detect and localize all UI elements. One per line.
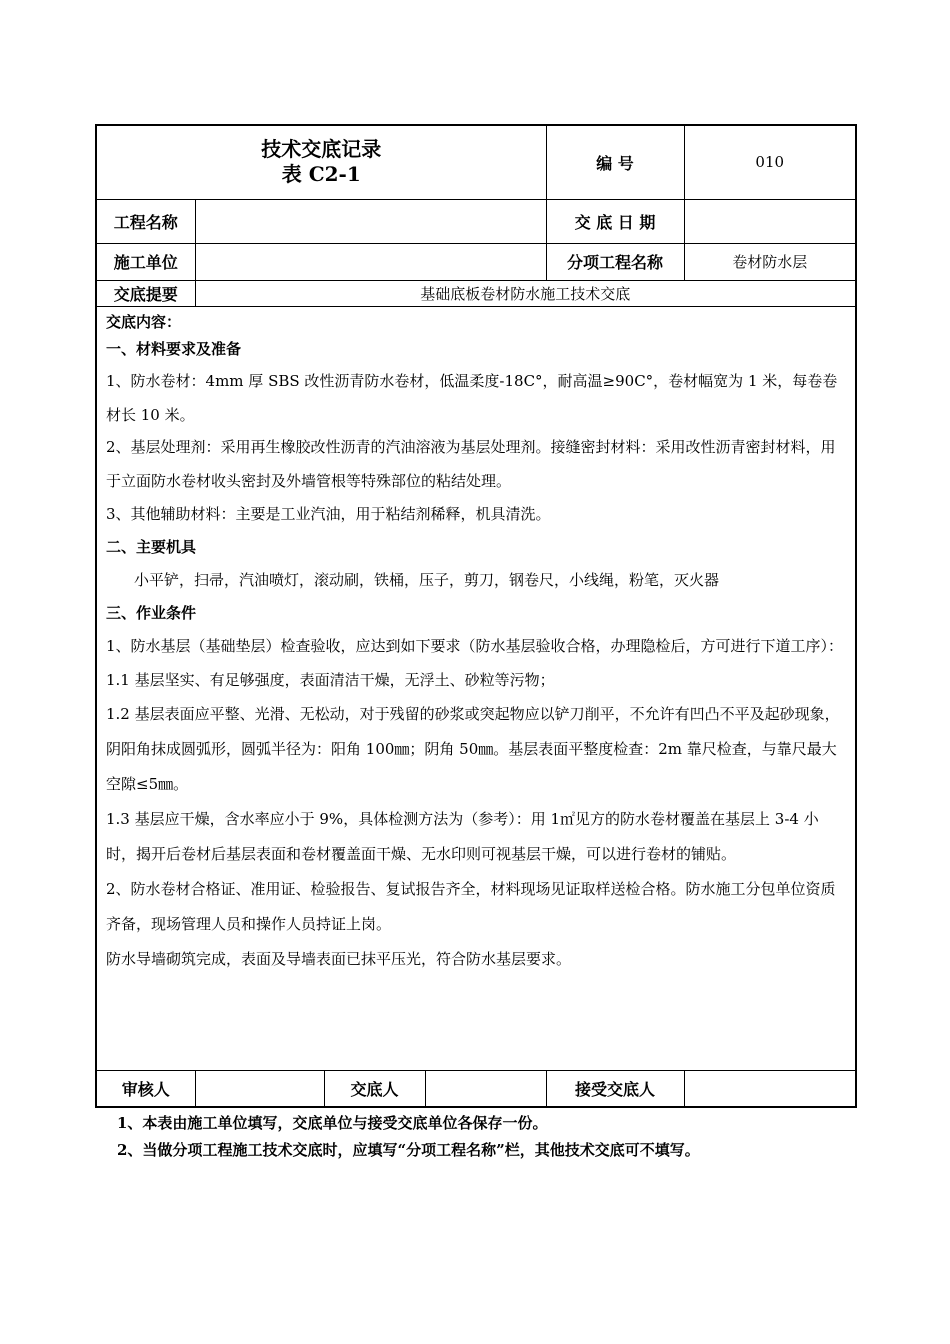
- summary-row: [96, 280, 856, 306]
- section-3-item-1-2: 1.2 基层表面应平整、光滑、无松动，对于残留的砂浆或突起物应以铲刀削平，不允许有凹凸不平及起砂现象，阴阳角抹成圆弧形，圆弧半径为：阳角 100㎜；阴角 50㎜。基层表面平整度检查：2m 靠尺检查，与靠尺最大空隙≤5㎜。: [106, 704, 840, 793]
- footnote-1: 1、本表由施工单位填写，交底单位与接受交底单位各保存一份。: [117, 1114, 548, 1132]
- summary-value[interactable]: 基础底板卷材防水施工技术交底: [195, 280, 856, 306]
- sub-project-value[interactable]: 卷材防水层: [684, 243, 856, 280]
- receiver-field[interactable]: [684, 1070, 856, 1107]
- content-cell: [96, 306, 856, 1070]
- section-3-note: 防水导墙砌筑完成，表面及导墙表面已抹平压光，符合防水基层要求。: [106, 949, 572, 968]
- presenter-label: 交底人: [324, 1070, 425, 1107]
- section-3-item-1: 1、防水基层（基础垫层）检查验收，应达到如下要求（防水基层验收合格，办理隐检后，方可进行下道工序）：: [106, 636, 844, 655]
- content-row: [96, 306, 856, 1070]
- project-row: [96, 199, 856, 243]
- title-cell: [96, 125, 546, 199]
- section-1-item-2: 2、基层处理剂：采用再生橡胶改性沥青的汽油溶液为基层处理剂。接缝密封材料：采用改性沥青密封材料，用于立面防水卷材收头密封及外墙管根等特殊部位的粘结处理。: [106, 437, 836, 490]
- sub-project-label: 分项工程名称: [546, 243, 684, 280]
- technical-briefing-form: [95, 124, 855, 1164]
- project-name-label: 工程名称: [96, 199, 195, 243]
- section-1-item-1: 1、防水卷材：4mm 厚 SBS 改性沥青防水卷材，低温柔度-18C°，耐高温≥90C°，卷材幅宽为 1 米，每卷卷材长 10 米。: [106, 371, 838, 424]
- section-3-item-1-1: 1.1 基层坚实、有足够强度，表面清洁干燥，无浮土、砂粒等污物；: [106, 670, 555, 689]
- section-2-item-1: 小平铲，扫帚，汽油喷灯，滚动刷，铁桶，压子，剪刀，钢卷尺，小线绳，粉笔，灭火器: [134, 570, 720, 589]
- project-name-field[interactable]: [195, 199, 546, 243]
- presenter-field[interactable]: [425, 1070, 546, 1107]
- receiver-label: 接受交底人: [546, 1070, 684, 1107]
- form-title: 技术交底记录: [261, 137, 382, 162]
- reviewer-label: 审核人: [96, 1070, 195, 1107]
- reviewer-field[interactable]: [195, 1070, 324, 1107]
- section-1-title: 一、材料要求及准备: [106, 339, 242, 358]
- number-value[interactable]: 010: [684, 125, 856, 199]
- content-label: 交底内容：: [106, 312, 182, 331]
- signature-row: [96, 1070, 856, 1107]
- form-table: [95, 124, 857, 1108]
- section-3-item-1-3: 1.3 基层应干燥，含水率应小于 9%，具体检测方法为（参考）：用 1㎡见方的防水卷材覆盖在基层上 3-4 小时，揭开后卷材后基层表面和卷材覆盖面干燥、无水印则可视基层干燥，可以进行卷材的铺贴。: [106, 809, 819, 863]
- section-3-title: 三、作业条件: [106, 603, 197, 622]
- section-2-title: 二、主要机具: [106, 537, 197, 556]
- number-label: 编 号: [546, 125, 684, 199]
- section-1-item-3: 3、其他辅助材料：主要是工业汽油，用于粘结剂稀释，机具清洗。: [106, 504, 551, 523]
- footnotes: [95, 1110, 855, 1164]
- form-code: 表 C2-1: [281, 162, 361, 187]
- construction-unit-label: 施工单位: [96, 243, 195, 280]
- date-field[interactable]: [684, 199, 856, 243]
- header-row: [96, 125, 856, 199]
- construction-unit-field[interactable]: [195, 243, 546, 280]
- footnote-2: 2、当做分项工程施工技术交底时，应填写“分项工程名称”栏，其他技术交底可不填写。: [117, 1141, 700, 1159]
- unit-row: [96, 243, 856, 280]
- summary-label: 交底提要: [96, 280, 195, 306]
- date-label: 交 底 日 期: [546, 199, 684, 243]
- section-3-item-2: 2、防水卷材合格证、准用证、检验报告、复试报告齐全，材料现场见证取样送检合格。防水施工分包单位资质齐备，现场管理人员和操作人员持证上岗。: [106, 879, 836, 933]
